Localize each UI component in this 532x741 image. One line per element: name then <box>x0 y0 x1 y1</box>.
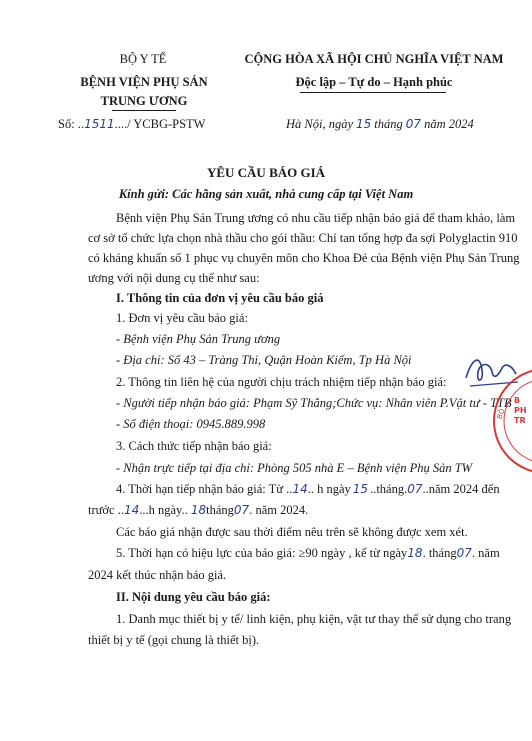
intro-line-2: cơ sở tổ chức lựa chọn nhà thầu cho gói thầu: Chỉ tan tổng hợp đa sợi Polyglactin 910 <box>88 231 518 245</box>
ministry-name: BỘ Y TẾ <box>119 52 167 66</box>
intro-line-1: Bệnh viện Phụ Sản Trung ương có nhu cầu tiếp nhận báo giá để tham khảo, làm <box>116 211 516 225</box>
salutation: Kính gửi: Các hãng sản xuất, nhà cung cấp tại Việt Nam <box>118 187 414 201</box>
validity-day-handwritten: 18 <box>407 546 423 560</box>
section1-item2: 2. Thông tin liên hệ của người chịu trách nhiệm tiếp nhận báo giá: <box>116 375 447 389</box>
receive-directly: - Nhận trực tiếp tại địa chỉ: Phòng 505 nhà E – Bệnh viện Phụ Sản TW <box>116 461 473 475</box>
section2-item1-line1: 1. Danh mục thiết bị y tế/ linh kiện, phụ kiện, vật tư thay thế sử dụng cho trang <box>116 612 512 626</box>
intro-line-3: có kháng khuẩn số 1 phục vụ chuyên môn cho Khoa Đẻ của Bệnh viện Phụ Sản Trung <box>88 251 520 265</box>
document-date: Hà Nội, ngày 15 tháng 07 năm 2024 <box>286 117 474 131</box>
requesting-unit: - Bệnh viện Phụ Sản Trung ương <box>116 332 281 346</box>
document-title: YÊU CẦU BÁO GIÁ <box>206 165 326 180</box>
republic-title: CỘNG HÒA XÃ HỘI CHỦ NGHĨA VIỆT NAM <box>244 52 504 66</box>
section1-item1: 1. Đơn vị yêu cầu báo giá: <box>116 311 248 325</box>
motto: Độc lập – Tự do – Hạnh phúc <box>295 75 453 89</box>
section2-item1-line2: thiết bị y tế (gọi chung là thiết bị). <box>88 633 260 647</box>
start-day-handwritten: 15 <box>352 482 369 496</box>
section1-item5-line2: 2024 kết thúc nhận báo giá. <box>88 568 227 582</box>
start-hour-handwritten: 14 <box>292 482 308 496</box>
hospital-name-line1: BỆNH VIỆN PHỤ SẢN <box>80 75 208 89</box>
validity-month-handwritten: 07 <box>456 546 472 560</box>
section1-item4-line1: 4. Thời hạn tiếp nhận báo giá: Từ ..14.. h ngày 15 ..tháng.07..năm 2024 đến <box>116 482 500 496</box>
section1-item5-line1: 5. Thời hạn có hiệu lực của báo giá: ≥90 ngày , kể từ ngày18. tháng07. năm <box>116 546 500 560</box>
stamp-text: B PH TR <box>514 396 527 425</box>
doc-number-handwritten: 1511 <box>84 117 115 131</box>
section2-heading: II. Nội dung yêu cầu báo giá: <box>116 590 271 604</box>
end-month-handwritten: 07 <box>233 503 250 517</box>
contact-person: - Người tiếp nhận báo giá: Phạm Sỹ Thắng;Chức vụ: Nhân viên P.Vật tư - TTB <box>116 396 512 410</box>
section1-item3: 3. Cách thức tiếp nhận báo giá: <box>116 439 272 453</box>
motto-underline <box>300 92 446 93</box>
unit-address: - Địa chỉ: Số 43 – Tràng Thi, Quận Hoàn Kiếm, Tp Hà Nội <box>116 353 412 367</box>
section1-heading: I. Thông tin của đơn vị yêu cầu báo giá <box>116 291 324 305</box>
intro-line-4: ương với nội dung cụ thể như sau: <box>88 271 260 285</box>
start-month-handwritten: 07 <box>407 482 423 496</box>
section1-item4-line2: trước ..14...h ngày.. 18tháng07. năm 2024. <box>88 503 309 517</box>
date-month-handwritten: 07 <box>405 117 422 131</box>
hospital-name-line2: TRUNG ƯƠNG <box>100 94 188 108</box>
end-hour-handwritten: 14 <box>123 503 140 517</box>
contact-phone: - Số điện thoại: 0945.889.998 <box>116 417 266 431</box>
end-day-handwritten: 18 <box>190 503 207 517</box>
left-header-underline <box>112 110 176 111</box>
late-submission-note: Các báo giá nhận được sau thời điểm nêu trên sẽ không được xem xét. <box>116 525 468 539</box>
document-number: Số: ..1511..../ YCBG-PSTW <box>58 117 206 131</box>
date-day-handwritten: 15 <box>356 117 372 131</box>
stamp-side-text: BỘ <box>495 407 507 421</box>
